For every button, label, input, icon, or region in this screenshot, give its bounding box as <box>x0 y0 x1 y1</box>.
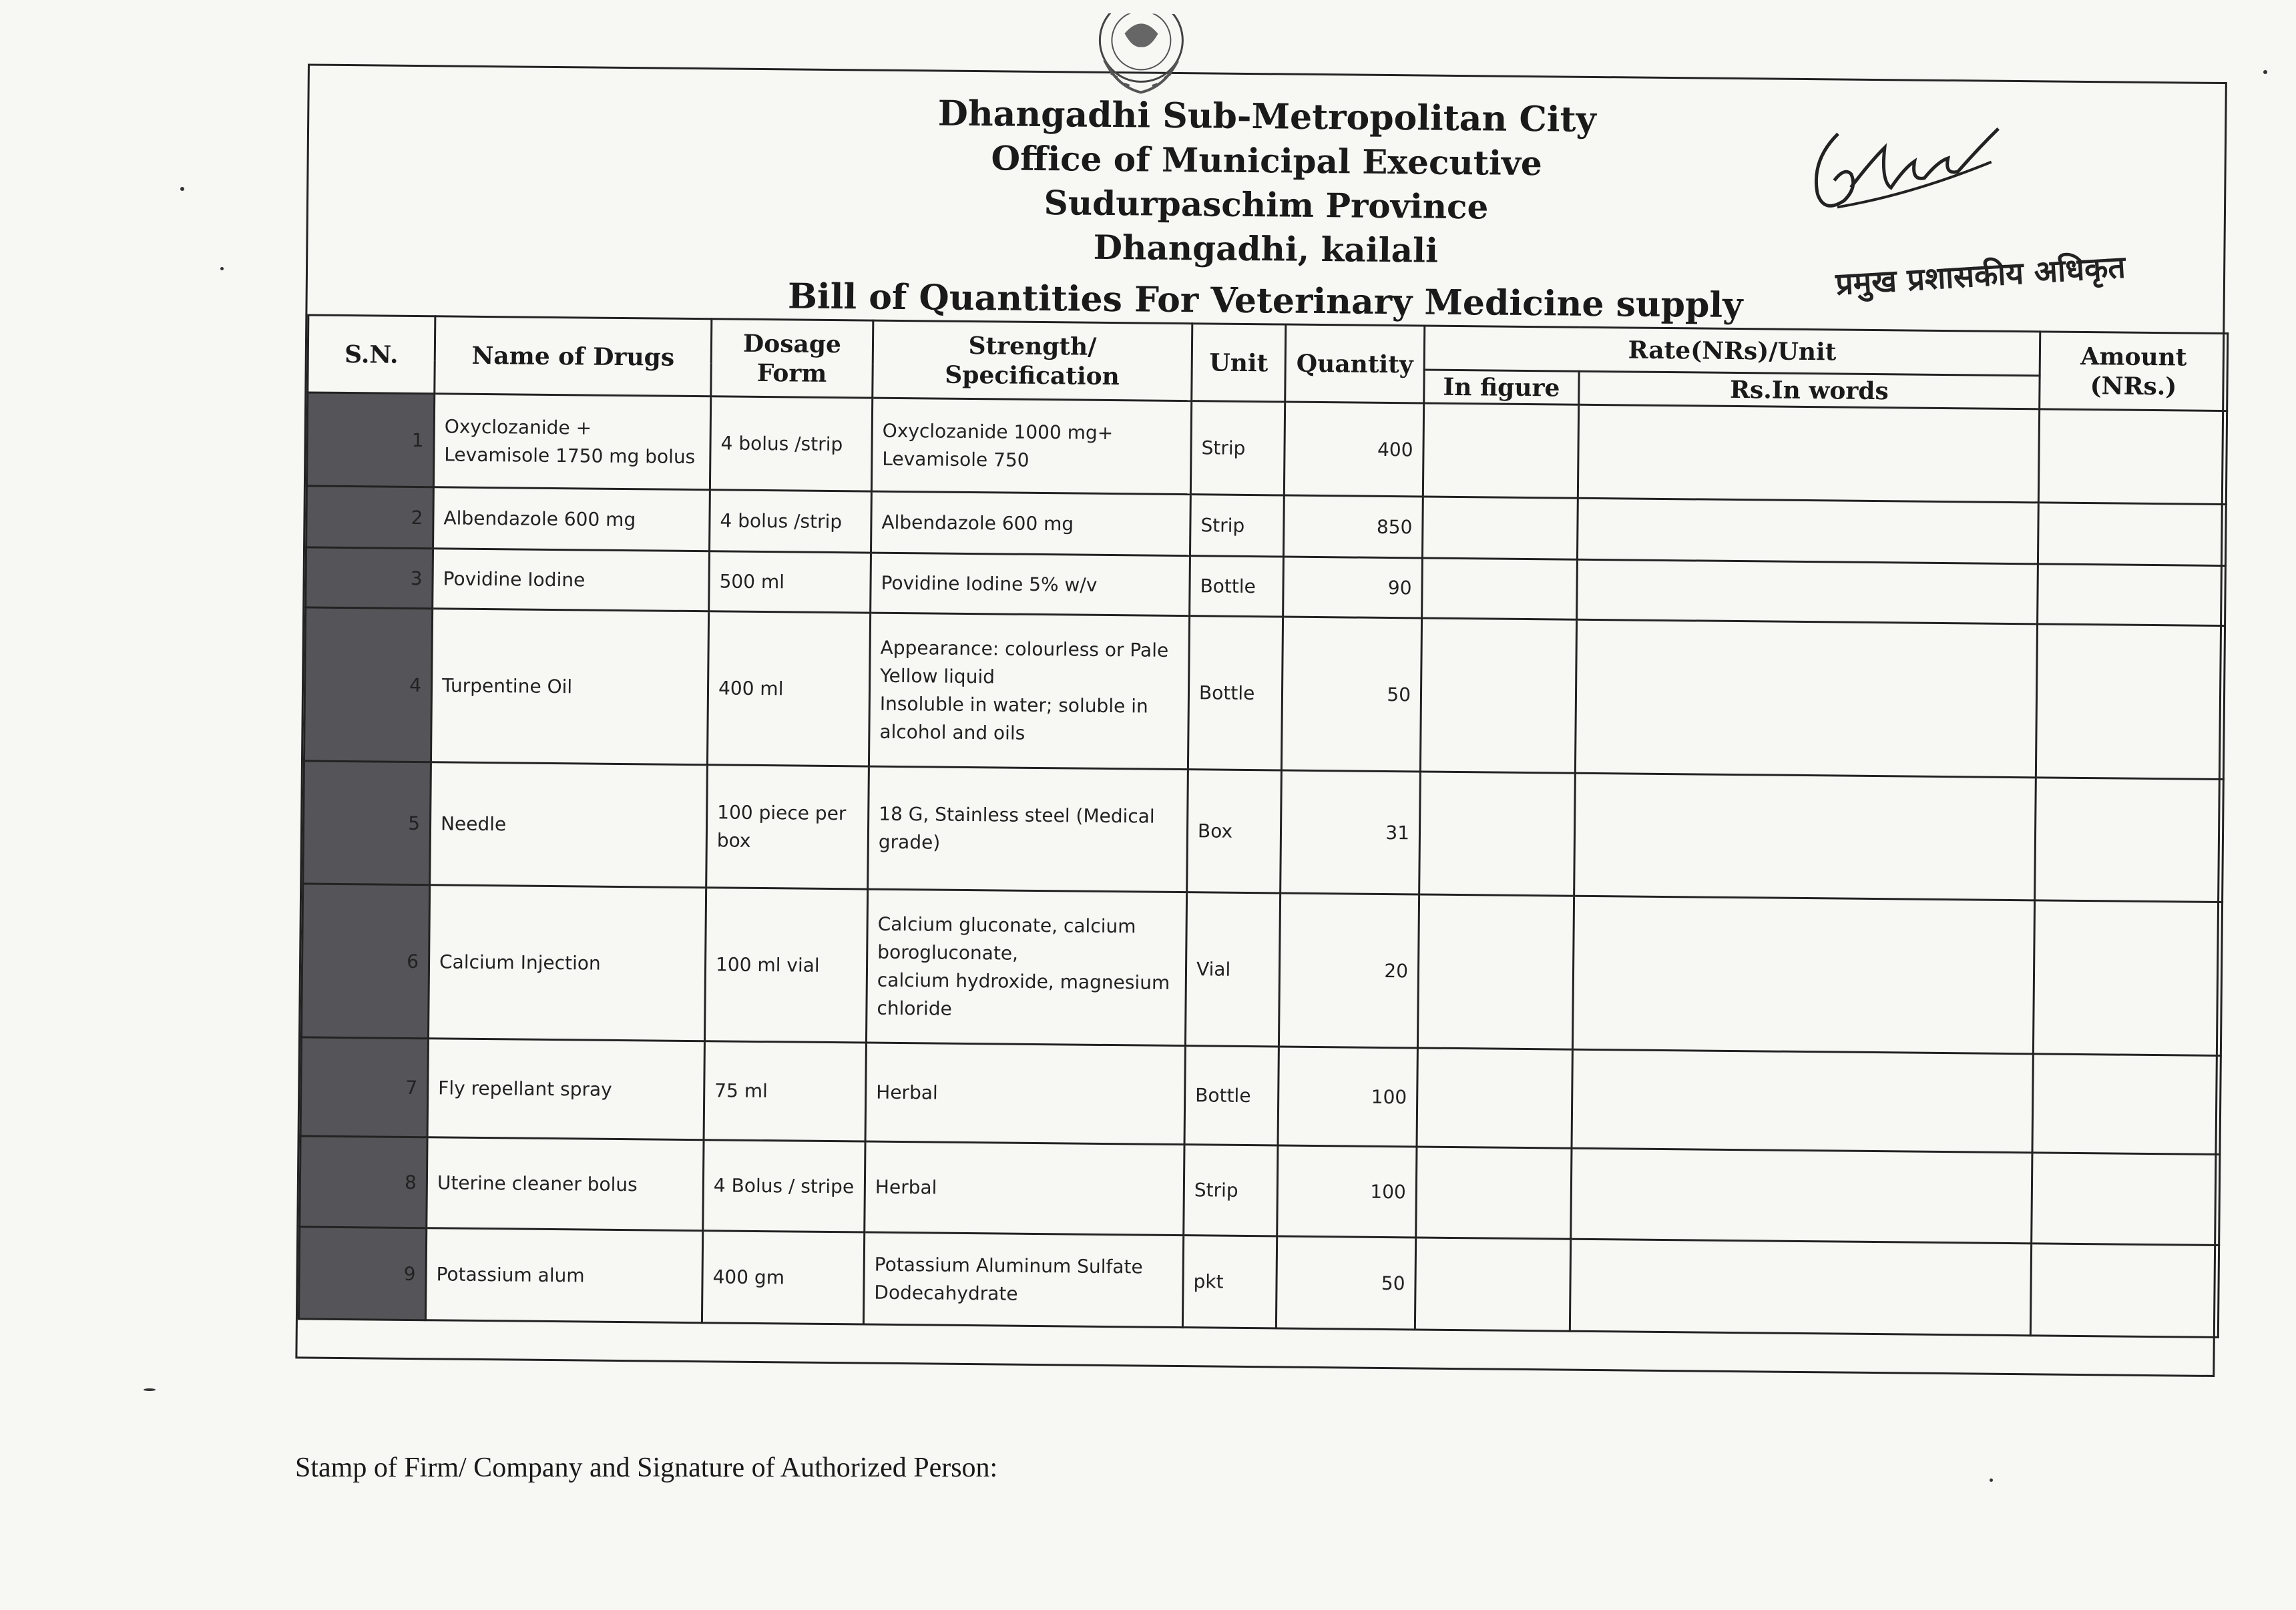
location-name: Dhangadhi, kailali <box>1093 227 1439 270</box>
row-name: Potassium alum <box>425 1228 702 1323</box>
municipality-name: Dhangadhi Sub-Metropolitan City <box>937 93 1597 140</box>
row-unit: pkt <box>1182 1236 1277 1328</box>
row-unit: Strip <box>1190 495 1284 557</box>
row-sn: 2 <box>306 486 434 549</box>
row-rate-figure[interactable] <box>1417 894 1574 1049</box>
row-name: Oxyclozanide + Levamisole 1750 mg bolus <box>433 394 710 490</box>
header-in-figure: In figure <box>1424 370 1579 405</box>
header-amount: Amount (NRs.) <box>2040 332 2228 411</box>
row-rate-figure[interactable] <box>1422 497 1578 559</box>
row-strength: 18 G, Stainless steel (Medical grade) <box>868 766 1188 892</box>
header-strength: Strength/ Specification <box>873 320 1192 401</box>
row-unit: Vial <box>1185 892 1280 1047</box>
row-sn: 7 <box>300 1037 428 1137</box>
row-amount[interactable] <box>2033 900 2222 1056</box>
scan-speck <box>144 1388 156 1391</box>
row-name: Albendazole 600 mg <box>433 487 710 551</box>
header-quantity: Quantity <box>1285 324 1425 403</box>
row-strength: Potassium Aluminum Sulfate Dodecahydrate <box>863 1232 1183 1328</box>
row-strength: Calcium gluconate, calcium borogluconate, calcium hydroxide, magnesium chloride <box>866 889 1186 1046</box>
row-rate-words[interactable] <box>1575 619 2037 778</box>
row-unit: Strip <box>1184 1145 1278 1236</box>
row-rate-words[interactable] <box>1570 1239 2031 1336</box>
row-quantity: 20 <box>1279 893 1419 1048</box>
row-rate-words[interactable] <box>1571 1148 2032 1244</box>
row-dosage: 4 bolus /strip <box>710 490 872 553</box>
scan-speck <box>2263 70 2267 74</box>
row-rate-words[interactable] <box>1577 498 2038 564</box>
row-quantity: 50 <box>1276 1236 1415 1330</box>
header-name: Name of Drugs <box>435 316 712 396</box>
row-dosage: 75 ml <box>704 1041 866 1141</box>
row-name: Uterine cleaner bolus <box>427 1137 704 1231</box>
row-rate-figure[interactable] <box>1422 558 1578 619</box>
row-unit: Strip <box>1190 401 1285 495</box>
row-dosage: 400 ml <box>707 611 870 766</box>
scan-speck <box>220 267 224 270</box>
header-unit: Unit <box>1192 324 1286 402</box>
bill-of-quantities-table <box>298 314 2229 1338</box>
row-dosage: 100 ml vial <box>704 888 867 1043</box>
row-sn: 9 <box>298 1227 426 1320</box>
table-row <box>301 884 2222 1056</box>
row-name: Fly repellant spray <box>427 1039 704 1140</box>
scan-speck <box>1990 1479 1993 1482</box>
table-row <box>304 607 2225 780</box>
row-strength: Oxyclozanide 1000 mg+ Levamisole 750 <box>871 398 1191 495</box>
row-sn: 6 <box>301 884 429 1039</box>
document-frame <box>295 63 2227 1377</box>
row-rate-words[interactable] <box>1577 559 2038 624</box>
row-amount[interactable] <box>2038 503 2226 566</box>
row-strength: Appearance: colourless or Pale Yellow liquid Insoluble in water; soluble in alcohol and oils <box>869 613 1189 770</box>
table-row <box>298 1227 2219 1338</box>
row-quantity: 400 <box>1284 402 1423 497</box>
document-header <box>307 65 2225 332</box>
row-unit: Box <box>1187 770 1282 893</box>
row-amount[interactable] <box>2038 409 2227 505</box>
row-name: Turpentine Oil <box>431 609 708 765</box>
row-amount[interactable] <box>2032 1153 2220 1246</box>
row-dosage: 4 bolus /strip <box>710 396 872 491</box>
row-rate-figure[interactable] <box>1423 403 1578 498</box>
table-row <box>300 1037 2221 1155</box>
row-name: Calcium Injection <box>428 885 706 1041</box>
row-dosage: 400 gm <box>702 1231 864 1324</box>
row-quantity: 850 <box>1283 495 1423 558</box>
row-amount[interactable] <box>2038 564 2226 626</box>
province-name: Sudurpaschim Province <box>1044 183 1489 227</box>
row-dosage: 4 Bolus / stripe <box>703 1140 865 1232</box>
row-strength: Povidine Iodine 5% w/v <box>871 553 1190 616</box>
row-sn: 4 <box>304 607 432 762</box>
row-rate-words[interactable] <box>1574 773 2036 900</box>
row-amount[interactable] <box>2036 624 2225 780</box>
table-row <box>306 392 2227 505</box>
designation-label: प्रमुख प्रशासकीय अधिकृत <box>1834 248 2126 302</box>
row-quantity: 50 <box>1281 617 1421 772</box>
office-name: Office of Municipal Executive <box>991 138 1543 184</box>
row-rate-figure[interactable] <box>1419 772 1576 896</box>
header-sn: S.N. <box>308 315 435 394</box>
row-rate-words[interactable] <box>1578 405 2039 503</box>
scan-speck <box>180 187 184 191</box>
row-amount[interactable] <box>2030 1244 2219 1338</box>
row-quantity: 31 <box>1281 770 1421 894</box>
row-quantity: 100 <box>1277 1145 1417 1238</box>
document-title: Bill of Quantities For Veterinary Medicine supply <box>787 276 1743 326</box>
row-dosage: 100 piece per box <box>706 765 869 889</box>
row-sn: 3 <box>306 547 433 609</box>
document-sheet <box>264 63 2229 1374</box>
row-sn: 1 <box>306 392 434 487</box>
row-rate-figure[interactable] <box>1420 618 1576 773</box>
row-quantity: 90 <box>1283 557 1423 618</box>
row-unit: Bottle <box>1190 556 1284 617</box>
row-rate-words[interactable] <box>1572 1049 2033 1153</box>
row-name: Needle <box>430 762 708 888</box>
header-dosage: Dosage Form <box>711 319 873 398</box>
row-unit: Bottle <box>1188 616 1283 770</box>
row-quantity: 100 <box>1278 1047 1417 1147</box>
row-amount[interactable] <box>2032 1054 2221 1155</box>
row-name: Povidine Iodine <box>433 549 710 611</box>
footer-stamp-signature-label: Stamp of Firm/ Company and Signature of Authorized Person: <box>295 1452 998 1483</box>
row-rate-words[interactable] <box>1572 896 2034 1054</box>
signature-icon <box>1797 120 2005 222</box>
row-strength: Herbal <box>865 1141 1184 1236</box>
row-rate-figure[interactable] <box>1416 1147 1572 1239</box>
row-amount[interactable] <box>2035 778 2224 902</box>
table-row <box>300 1136 2220 1246</box>
header-rate: Rate(NRs)/Unit <box>1424 326 2040 376</box>
row-sn: 8 <box>300 1136 427 1228</box>
row-strength: Herbal <box>865 1043 1185 1145</box>
row-rate-figure[interactable] <box>1417 1048 1572 1148</box>
row-strength: Albendazole 600 mg <box>871 491 1191 556</box>
header-in-words: Rs.In words <box>1579 371 2040 409</box>
row-sn: 5 <box>303 761 431 885</box>
row-rate-figure[interactable] <box>1415 1238 1570 1331</box>
row-dosage: 500 ml <box>709 551 871 613</box>
table-row <box>303 761 2224 902</box>
row-unit: Bottle <box>1184 1046 1279 1145</box>
